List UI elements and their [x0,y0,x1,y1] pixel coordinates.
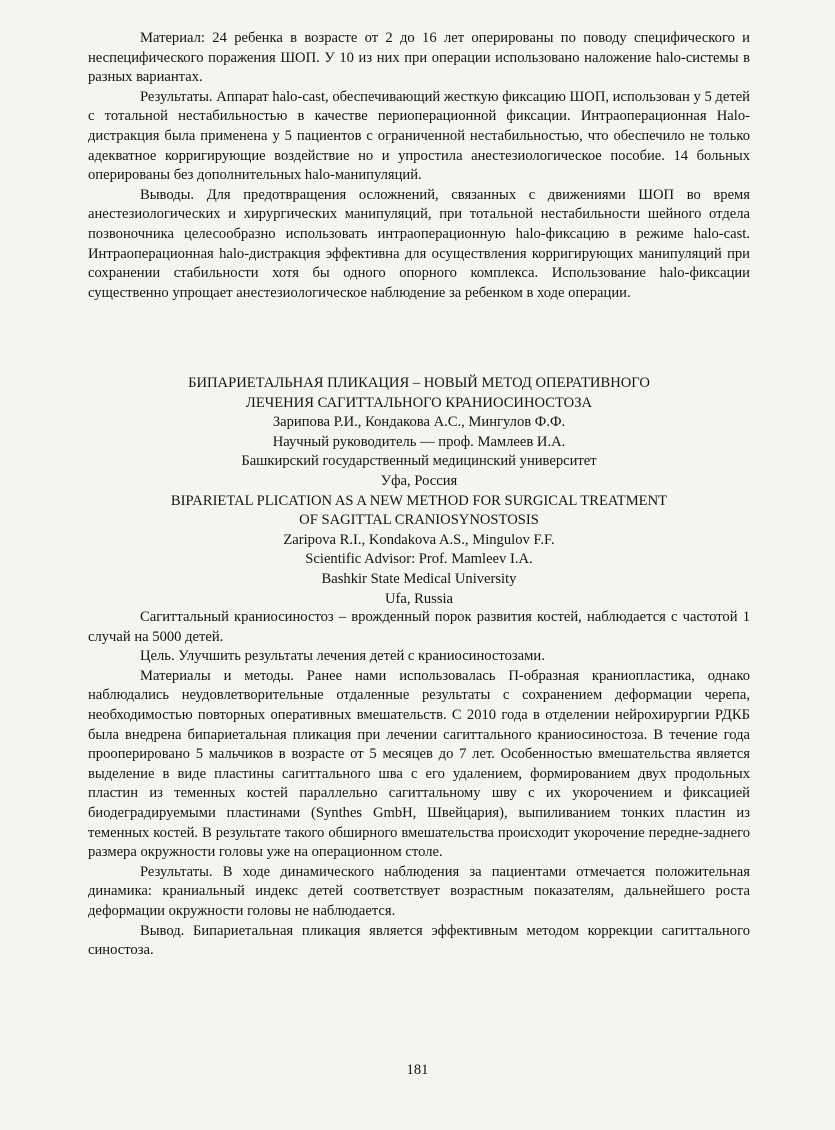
university-en: Bashkir State Medical University [321,570,517,587]
paragraph-results: Результаты. В ходе динамического наблюдения за пациентами отмечается положительная динамика: краниальный индекс детей соответствует возрастным показателям, дальнейшего роста деформации окружности головы не наблюдается. [88,863,750,919]
article-header [88,374,750,609]
paragraph-material: Материал: 24 ребенка в возрасте от 2 до 16 лет оперированы по поводу специфического и неспецифического поражения ШОП. У 10 из них при операции использовано наложение halo-системы в разных вариантах. [88,30,750,86]
university-ru: Башкирский государственный медицинский университет [241,453,597,470]
advisor-en: Scientific Advisor: Prof. Mamleev I.A. [305,551,533,568]
paragraph-results: Результаты. Аппарат halo-cast, обеспечивающий жесткую фиксацию ШОП, использован у 5 детей с тотальной нестабильностью в качестве периоперационной фиксации. Интраоперационная Halo-дистракция была применена у 5 пациентов с ограниченной нестабильностью, что обеспечило не только адекватное корригирующие воздействие но и упростила анестезиологическое пособие. 14 больных оперированы без дополнительных halo-манипуляций. [88,88,750,184]
city-en: Ufa, Russia [384,590,454,607]
paragraph-intro: Сагиттальный краниосиностоз – врожденный порок развития костей, наблюдается с частотой 1 случай на 5000 детей. [88,609,750,645]
city-ru: Уфа, Россия [380,472,458,489]
paragraph-conclusions: Выводы. Для предотвращения осложнений, связанных с движениями ШОП во время анестезиологических и хирургических манипуляций, при тотальной нестабильности шейного отдела позвоночника целесообразно использовать интраоперационную halo-фиксацию в режиме halo-cast. Интраоперационная halo-дистракция эффективна для осуществления корригирующих манипуляций при сохранении стабильности хотя бы одного опорного комплекса. Использование halo-фиксации существенно упрощает анестезиологическое наблюдение за ребенком в ходе операции. [88,186,750,301]
advisor-ru: Научный руководитель — проф. Мамлеев И.А. [272,433,566,450]
paragraph-methods: Материалы и методы. Ранее нами использовалась П-образная краниопластика, однако наблюдались неудовлетворительные отдаленные результаты с сохранением деформации черепа, необходимостью повторных оперативных вмешательств. С 2010 года в отделении нейрохирургии РДКБ была внедрена бипариетальная пликация при лечении сагиттального краниосиностоза. В течение года прооперировано 5 мальчиков в возрасте от 5 месяцев до 7 лет. Особенностью вмешательства является выделение в виде пластины сагиттального шва с его удалением, формированием двух продольных пластин из теменных костей параллельно сагиттальному шву с их укорочением и фиксацией биодеградируемыми пластинами (Synthes GmbH, Швейцария), выпиливанием тонких пластин из теменных костей. В результате такого обширного вмешательства происходит укорочение передне-заднего размера окружности головы уже на операционном столе. [88,667,750,861]
paragraph-aim: Цель. Улучшить результаты лечения детей с краниосиностозами. [140,648,545,665]
article-title-ru-line1: БИПАРИЕТАЛЬНАЯ ПЛИКАЦИЯ – НОВЫЙ МЕТОД ОПЕРАТИВНОГО [188,375,650,391]
authors-en: Zaripova R.I., Kondakova A.S., Mingulov F.F. [283,531,555,548]
previous-article-continuation [88,29,750,303]
paragraph-conclusion: Вывод. Бипариетальная пликация является эффективным методом коррекции сагиттального синостоза. [88,922,750,959]
article-abstract [88,608,750,961]
article-title-en-line2: OF SAGITTAL CRANIOSYNOSTOSIS [299,512,539,529]
authors-ru: Зарипова Р.И., Кондакова А.С., Мингулов Ф.Ф. [272,414,566,431]
article-title-ru-line2: ЛЕЧЕНИЯ САГИТТАЛЬНОГО КРАНИОСИНОСТОЗА [245,394,593,411]
page-number: 181 [406,1062,429,1078]
article-title-en-line1: BIPARIETAL PLICATION AS A NEW METHOD FOR SURGICAL TREATMENT [170,492,668,509]
